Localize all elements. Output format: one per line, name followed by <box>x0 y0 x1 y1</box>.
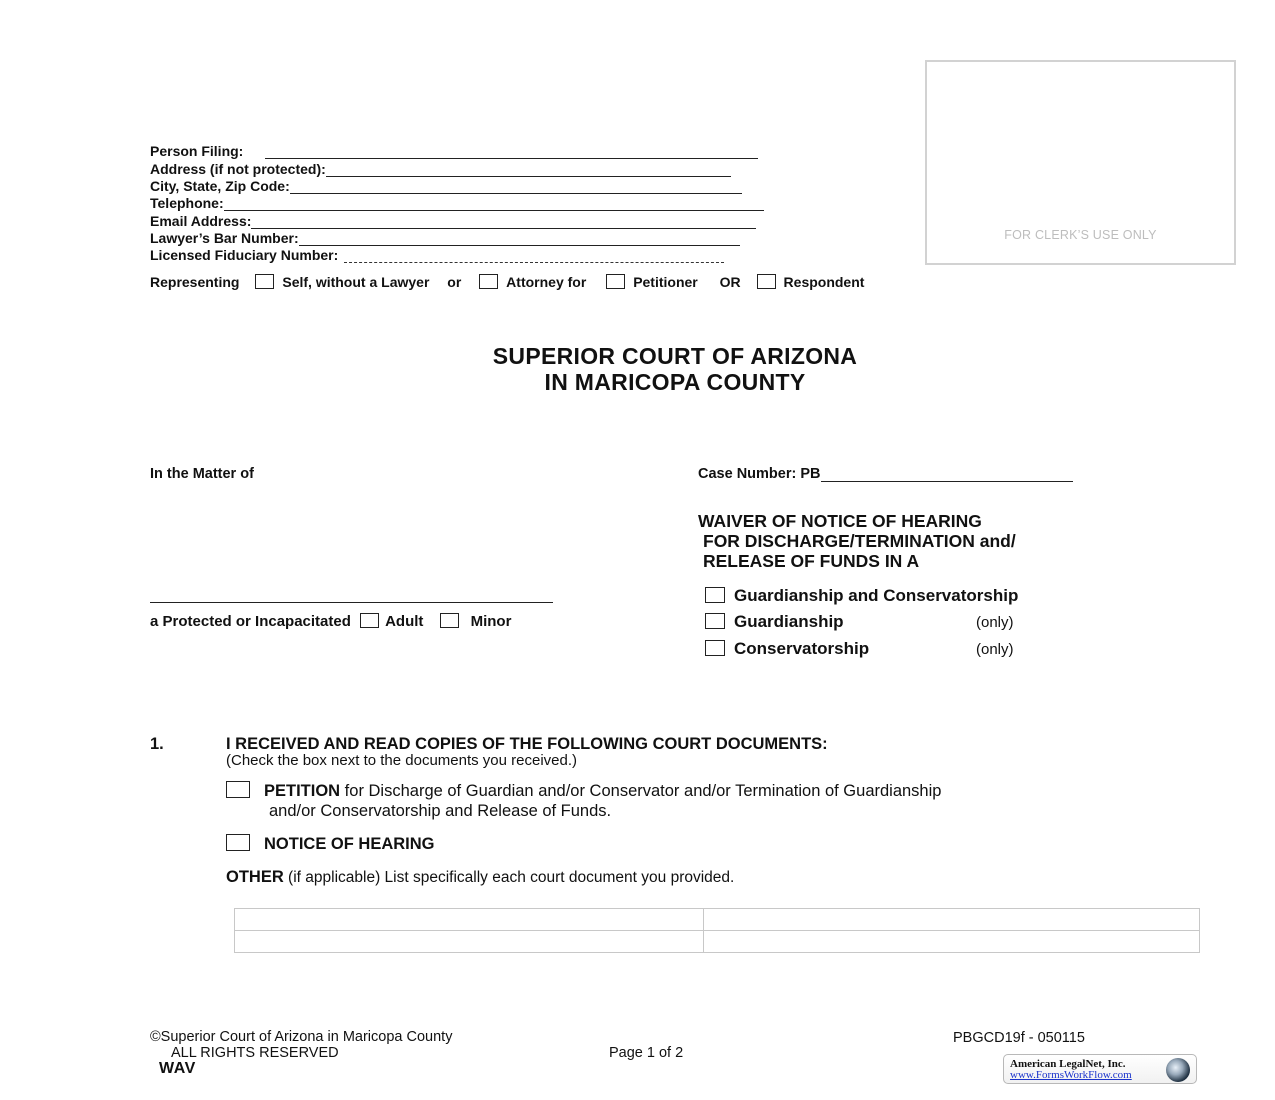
other-documents-table <box>234 908 1200 953</box>
clerk-use-box <box>925 60 1236 265</box>
respondent-label: Respondent <box>783 274 865 290</box>
table-row <box>235 931 1200 953</box>
footer-page-number: Page 1 of 2 <box>609 1045 684 1061</box>
telephone-row <box>150 195 764 211</box>
person-filing-field[interactable] <box>265 146 758 159</box>
address-label: Address (if not protected): <box>150 161 326 177</box>
case-number-row <box>698 466 1073 482</box>
clerk-use-label: FOR CLERK’S USE ONLY <box>1004 228 1157 242</box>
bar-number-label: Lawyer’s Bar Number: <box>150 230 299 246</box>
person-filing-label: Person Filing: <box>150 143 244 159</box>
notice-of-hearing-checkbox[interactable] <box>226 834 250 851</box>
petition-bold-label: PETITION <box>264 782 341 800</box>
court-title <box>300 343 1050 395</box>
petitioner-checkbox[interactable] <box>606 274 625 289</box>
other-document-cell[interactable] <box>704 931 1200 953</box>
section-instruction: (Check the box next to the documents you received.) <box>226 752 578 769</box>
telephone-field[interactable] <box>224 198 764 211</box>
other-document-cell[interactable] <box>235 909 704 931</box>
person-filing-row <box>150 143 758 159</box>
guardianship-checkbox[interactable] <box>705 613 725 629</box>
court-title-line-1: SUPERIOR COURT OF ARIZONA <box>492 343 858 369</box>
self-checkbox[interactable] <box>255 274 274 289</box>
telephone-label: Telephone: <box>150 195 224 211</box>
or-label: or <box>447 274 462 290</box>
footer-copyright: ©Superior Court of Arizona in Maricopa County <box>150 1029 453 1045</box>
case-number-label: Case Number: PB <box>698 466 821 482</box>
vendor-url-link[interactable]: www.FormsWorkFlow.com <box>1010 1069 1132 1081</box>
petitioner-label: Petitioner <box>633 274 698 290</box>
city-state-zip-row <box>150 178 742 194</box>
matter-name-field[interactable] <box>150 602 553 603</box>
other-text: (if applicable) List specifically each court document you provided. <box>283 869 735 886</box>
footer-form-code: WAV <box>159 1060 196 1077</box>
document-title-line-1: WAIVER OF NOTICE OF HEARING <box>698 511 982 531</box>
case-type-label: Guardianship and Conservatorship <box>734 586 1019 605</box>
footer-rights: ALL RIGHTS RESERVED <box>171 1045 339 1061</box>
case-type-option-conservatorship <box>705 639 1014 659</box>
other-row <box>226 868 734 887</box>
only-suffix: (only) <box>976 614 1014 631</box>
globe-icon <box>1166 1058 1190 1082</box>
case-type-label: Conservatorship <box>734 639 870 658</box>
matter-of-label: In the Matter of <box>150 466 254 482</box>
bar-number-field[interactable] <box>299 233 740 246</box>
guardianship-conservatorship-checkbox[interactable] <box>705 587 725 603</box>
bar-number-row <box>150 230 740 246</box>
case-type-label: Guardianship <box>734 612 844 631</box>
case-number-field[interactable] <box>821 468 1073 482</box>
petition-checkbox[interactable] <box>226 781 250 798</box>
adult-label: Adult <box>385 613 424 630</box>
conservatorship-checkbox[interactable] <box>705 640 725 656</box>
other-document-cell[interactable] <box>235 931 704 953</box>
self-label: Self, without a Lawyer <box>282 274 430 290</box>
address-row <box>150 161 731 177</box>
city-state-zip-field[interactable] <box>290 181 742 194</box>
other-bold-label: OTHER <box>226 868 284 886</box>
protected-row <box>150 613 511 630</box>
or-upper-label: OR <box>719 274 741 290</box>
notice-of-hearing-label: NOTICE OF HEARING <box>264 835 435 853</box>
petition-text: for Discharge of Guardian and/or Conservator and/or Termination of Guardianship <box>340 782 942 800</box>
section-heading: I RECEIVED AND READ COPIES OF THE FOLLOWING COURT DOCUMENTS: <box>226 735 828 753</box>
adult-checkbox[interactable] <box>360 613 379 628</box>
document-title <box>698 511 1016 571</box>
email-field[interactable] <box>251 216 756 229</box>
attorney-checkbox[interactable] <box>479 274 498 289</box>
protected-label: a Protected or Incapacitated <box>150 613 351 630</box>
attorney-label: Attorney for <box>506 274 587 290</box>
case-type-option-guardianship <box>705 612 1014 632</box>
notice-of-hearing-item <box>226 834 435 854</box>
vendor-badge[interactable] <box>1003 1054 1197 1084</box>
petition-continuation: and/or Conservatorship and Release of Funds. <box>269 802 612 820</box>
document-title-line-3: RELEASE OF FUNDS IN A <box>703 551 920 571</box>
other-document-cell[interactable] <box>704 909 1200 931</box>
fiduciary-number-label: Licensed Fiduciary Number: <box>150 247 339 263</box>
only-suffix: (only) <box>976 641 1014 658</box>
table-row <box>235 909 1200 931</box>
footer-form-id: PBGCD19f - 050115 <box>953 1030 1085 1046</box>
address-field[interactable] <box>326 164 731 177</box>
court-title-line-2: IN MARICOPA COUNTY <box>544 369 806 395</box>
city-state-zip-label: City, State, Zip Code: <box>150 178 290 194</box>
document-title-line-2: FOR DISCHARGE/TERMINATION and/ <box>703 531 1016 551</box>
fiduciary-number-row <box>150 247 724 263</box>
minor-label: Minor <box>470 613 512 630</box>
vendor-name: American LegalNet, Inc. <box>1010 1058 1126 1070</box>
representing-label: Representing <box>150 274 240 290</box>
petition-item <box>226 781 941 821</box>
representing-row <box>150 274 870 290</box>
email-label: Email Address: <box>150 213 252 229</box>
case-type-option-guardianship-conservatorship <box>705 586 1018 606</box>
email-row <box>150 213 756 229</box>
fiduciary-number-field[interactable] <box>344 250 724 263</box>
respondent-checkbox[interactable] <box>757 274 776 289</box>
section-number: 1. <box>150 735 164 753</box>
minor-checkbox[interactable] <box>440 613 459 628</box>
